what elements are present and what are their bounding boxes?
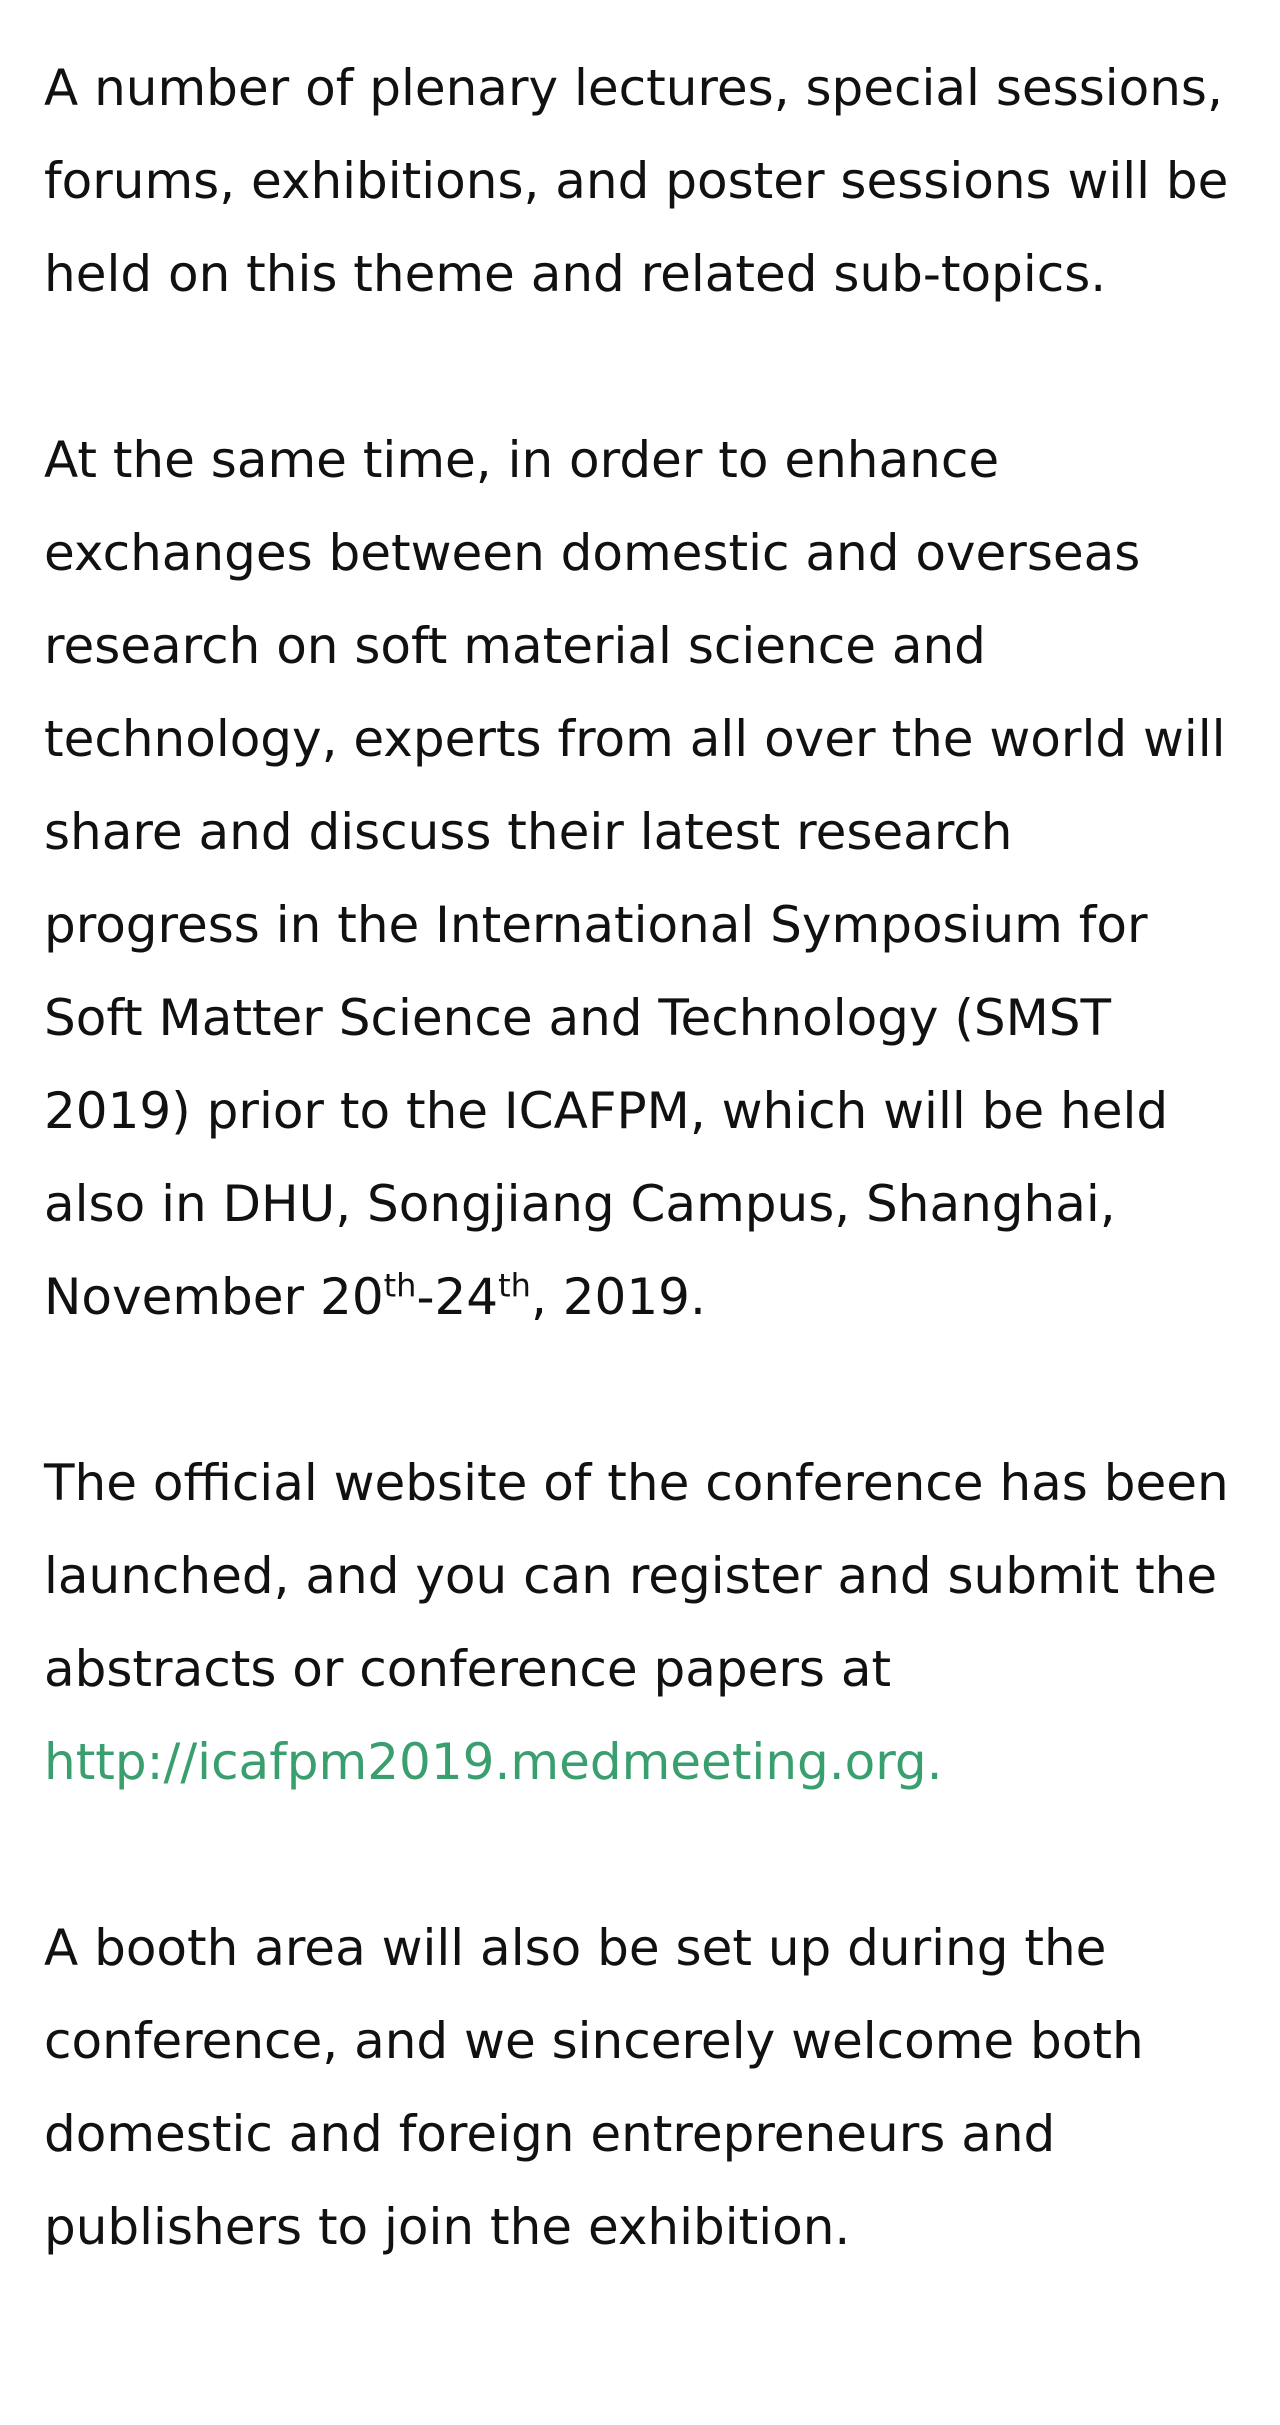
superscript-th-start: th <box>383 1266 417 1305</box>
paragraph-smst-text: At the same time, in order to enhance exchanges between domestic and overseas research on soft material science and technology, experts from all over the world will share and discuss their latest research progress in the International Symposium for Soft Matter Science and Technology (SMST 2019) prior to the ICAFPM, which will be held also in DHU, Songjiang Campus, Shanghai, November 20 <box>44 431 1226 1326</box>
paragraph-sessions: A number of plenary lectures, special sessions, forums, exhibitions, and poster sessions will be held on this theme and related sub-topics. <box>44 59 1229 303</box>
date-year: , 2019. <box>530 1268 706 1326</box>
paragraph-smst-symposium <box>44 414 1236 1344</box>
conference-website-link[interactable]: http://icafpm2019.medmeeting.org. <box>44 1733 943 1791</box>
paragraph-website <box>44 1437 1236 1809</box>
paragraph-website-text: The official website of the conference has been launched, and you can register and submit the abstracts or conference papers at <box>44 1454 1229 1698</box>
superscript-th-end: th <box>498 1266 531 1305</box>
paragraph-booth: A booth area will also be set up during the conference, and we sincerely welcome both domestic and foreign entrepreneurs and publishers to join the exhibition. <box>44 1919 1144 2256</box>
date-range-end: -24 <box>416 1268 499 1326</box>
